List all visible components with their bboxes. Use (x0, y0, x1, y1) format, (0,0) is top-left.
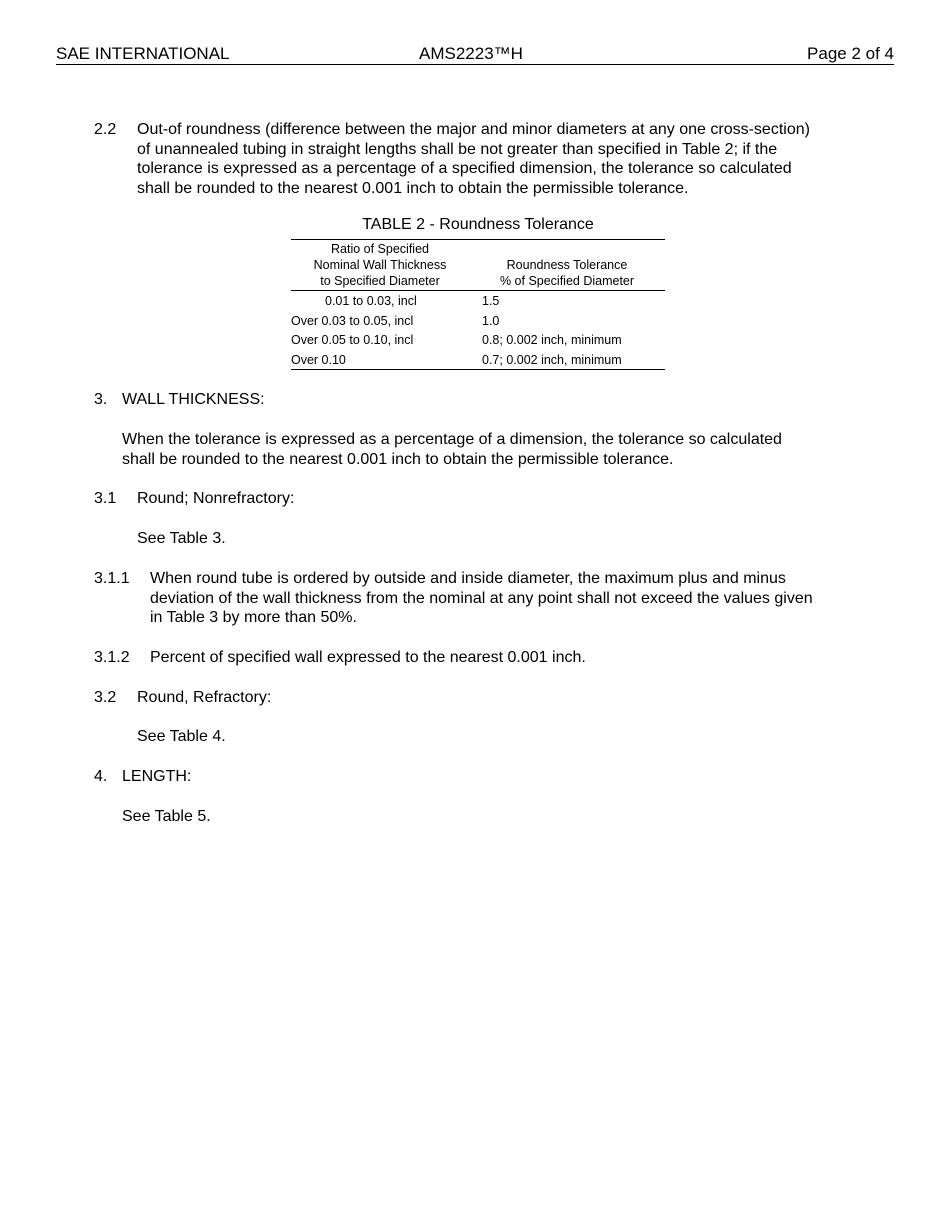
text-line: When the tolerance is expressed as a percentage of a dimension, the tolerance so calculated (122, 431, 782, 448)
page-header (56, 44, 894, 65)
text-line: tolerance is expressed as a percentage of a specified dimension, the tolerance so calculated (137, 160, 792, 178)
tolerance-cell: 1.0 (482, 313, 500, 328)
section-heading: Round, Refractory: (137, 689, 272, 706)
table-reference: See Table 5. (122, 808, 211, 825)
column-header-tolerance: Roundness Tolerance % of Specified Diameter (499, 258, 635, 288)
text-line: deviation of the wall thickness from the nominal at any point shall not exceed the values given (150, 589, 813, 607)
table-reference: See Table 4. (137, 728, 226, 745)
section-body (150, 569, 813, 628)
text-line: Out-of roundness (difference between the major and minor diameters at any one cross-section) (137, 121, 810, 138)
section-number: 3.1.2 (94, 649, 130, 666)
tolerance-cell: 0.8; 0.002 inch, minimum (482, 333, 622, 347)
text-line: shall be rounded to the nearest 0.001 inch to obtain the permissible tolerance. (137, 180, 689, 198)
tolerance-cell: 0.7; 0.002 inch, minimum (482, 352, 622, 367)
text-line: shall be rounded to the nearest 0.001 inch to obtain the permissible tolerance. (122, 450, 674, 468)
section-number: 2.2 (94, 121, 117, 138)
page-number: Page 2 of 4 (807, 44, 894, 63)
table-row (291, 330, 665, 350)
text-line: of unannealed tubing in straight lengths shall be not greater than specified in Table 2; if the (137, 140, 778, 158)
table-row (291, 291, 665, 311)
document-number: AMS2223™H (419, 44, 523, 63)
table-row (291, 350, 665, 370)
table-header (291, 240, 665, 291)
section-heading: Round; Nonrefractory: (137, 490, 295, 507)
roundness-table (291, 239, 665, 370)
section-body (122, 430, 782, 469)
section-number: 3. (94, 391, 108, 408)
table-row (291, 311, 665, 331)
ratio-cell: Over 0.05 to 0.10, incl (291, 333, 414, 347)
ratio-cell: Over 0.03 to 0.05, incl (291, 313, 414, 328)
section-heading: LENGTH: (122, 768, 192, 785)
ratio-cell: Over 0.10 (291, 352, 346, 367)
table-reference: See Table 3. (137, 530, 226, 547)
table-caption: TABLE 2 - Roundness Tolerance (362, 216, 594, 233)
section-body: Percent of specified wall expressed to the nearest 0.001 inch. (150, 649, 586, 666)
ratio-cell: 0.01 to 0.03, incl (325, 294, 417, 308)
section-heading: WALL THICKNESS: (122, 391, 265, 408)
section-number: 4. (94, 768, 108, 785)
text-line: When round tube is ordered by outside and inside diameter, the maximum plus and minus (150, 570, 786, 587)
section-number: 3.2 (94, 689, 117, 706)
section-number: 3.1.1 (94, 570, 130, 587)
organization-name: SAE INTERNATIONAL (56, 44, 230, 63)
tolerance-cell: 1.5 (482, 294, 500, 308)
text-line: in Table 3 by more than 50%. (150, 609, 357, 627)
column-header-ratio: Ratio of Specified Nominal Wall Thickness to Specified Diameter (313, 242, 447, 288)
section-body (137, 120, 810, 199)
section-number: 3.1 (94, 490, 117, 507)
